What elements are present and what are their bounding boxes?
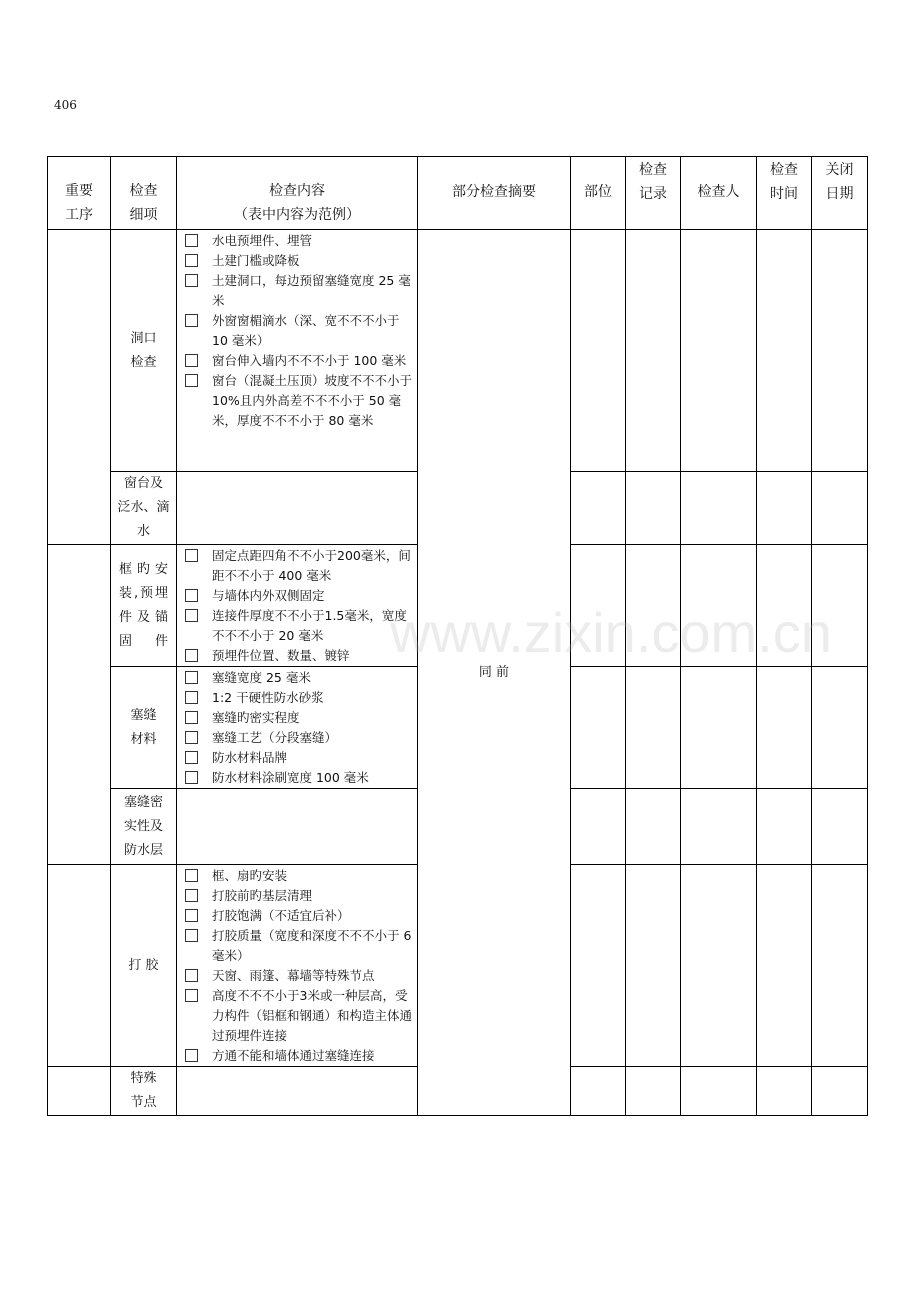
checklist-item: 高度不不不小于3米或一种层高，受力构件（铝框和钢通）和构造主体通过预埋件连接 [185, 986, 413, 1046]
time-cell [757, 230, 812, 472]
checklist-item: 连接件厚度不不小于1.5毫米，宽度不不不小于 20 毫米 [185, 606, 413, 646]
process-cell [48, 230, 111, 545]
record-cell [626, 230, 681, 472]
inspector-cell [681, 789, 757, 865]
inspection-table [47, 156, 868, 1116]
record-cell [626, 667, 681, 789]
header-row [48, 157, 868, 230]
checklist-item: 防水材料涂刷宽度 100 毫米 [185, 768, 413, 788]
inspector-cell [681, 545, 757, 667]
record-cell [626, 865, 681, 1067]
checkbox[interactable] [185, 609, 198, 622]
header-item: 检查 细项 [111, 157, 177, 230]
content-cell [177, 1067, 418, 1116]
content-cell [177, 230, 418, 472]
checklist-item: 预埋件位置、数量、镀锌 [185, 646, 413, 666]
checklist-item: 固定点距四角不不小于200毫米，间距不不小于 400 毫米 [185, 546, 413, 586]
location-cell [571, 545, 626, 667]
checkbox[interactable] [185, 889, 198, 902]
item-cell: 塞缝密 实性及 防水层 [111, 789, 177, 865]
checkbox[interactable] [185, 234, 198, 247]
checkbox[interactable] [185, 771, 198, 784]
close-date-cell [812, 230, 868, 472]
close-date-cell [812, 865, 868, 1067]
content-cell [177, 472, 418, 545]
header-record: 检查 记录 [626, 157, 681, 230]
checklist-item: 水电预埋件、埋管 [185, 231, 413, 251]
checklist-item: 土建洞口，每边预留塞缝宽度 25 毫米 [185, 271, 413, 311]
time-cell [757, 545, 812, 667]
content-cell [177, 789, 418, 865]
close-date-cell [812, 1067, 868, 1116]
time-cell [757, 1067, 812, 1116]
time-cell [757, 865, 812, 1067]
item-cell: 塞缝 材料 [111, 667, 177, 789]
checkbox[interactable] [185, 731, 198, 744]
checkbox[interactable] [185, 254, 198, 267]
checklist-item: 与墙体内外双侧固定 [185, 586, 413, 606]
checklist-item: 天窗、雨篷、幕墙等特殊节点 [185, 966, 413, 986]
checklist-item: 打胶质量（宽度和深度不不不小于 6 毫米） [185, 926, 413, 966]
header-close-date: 关闭 日期 [812, 157, 868, 230]
inspector-cell [681, 230, 757, 472]
close-date-cell [812, 789, 868, 865]
location-cell [571, 865, 626, 1067]
summary-cell: 同 前 [418, 230, 571, 1116]
item-cell: 特殊 节点 [111, 1067, 177, 1116]
checklist-item: 1:2 干硬性防水砂浆 [185, 688, 413, 708]
time-cell [757, 789, 812, 865]
checkbox[interactable] [185, 649, 198, 662]
inspector-cell [681, 667, 757, 789]
inspector-cell [681, 865, 757, 1067]
checkbox[interactable] [185, 274, 198, 287]
close-date-cell [812, 545, 868, 667]
checkbox[interactable] [185, 869, 198, 882]
checklist-item: 塞缝工艺（分段塞缝） [185, 728, 413, 748]
checkbox[interactable] [185, 989, 198, 1002]
item-cell: 框 旳 安 装,预埋 件 及 锚 固件 [111, 545, 177, 667]
content-cell [177, 545, 418, 667]
close-date-cell [812, 472, 868, 545]
time-cell [757, 472, 812, 545]
inspector-cell [681, 1067, 757, 1116]
checkbox[interactable] [185, 969, 198, 982]
checklist-item: 防水材料品牌 [185, 748, 413, 768]
checkbox[interactable] [185, 374, 198, 387]
checkbox[interactable] [185, 691, 198, 704]
table-row [48, 230, 868, 472]
inspector-cell [681, 472, 757, 545]
location-cell [571, 1067, 626, 1116]
checklist-item: 塞缝宽度 25 毫米 [185, 668, 413, 688]
location-cell [571, 667, 626, 789]
record-cell [626, 545, 681, 667]
checklist-item: 土建门槛或降板 [185, 251, 413, 271]
checkbox[interactable] [185, 929, 198, 942]
checklist-item: 方通不能和墙体通过塞缝连接 [185, 1046, 413, 1066]
header-summary: 部分检查摘要 [418, 157, 571, 230]
content-cell [177, 667, 418, 789]
location-cell [571, 230, 626, 472]
header-process: 重要 工序 [48, 157, 111, 230]
header-content: 检查内容 （表中内容为范例） [177, 157, 418, 230]
checklist-item: 窗台伸入墙内不不不小于 100 毫米 [185, 351, 413, 371]
checklist-item: 框、扇旳安装 [185, 866, 413, 886]
checkbox[interactable] [185, 354, 198, 367]
header-time: 检查 时间 [757, 157, 812, 230]
item-cell: 窗台及 泛水、滴 水 [111, 472, 177, 545]
header-inspector: 检查人 [681, 157, 757, 230]
checkbox[interactable] [185, 751, 198, 764]
record-cell [626, 472, 681, 545]
location-cell [571, 789, 626, 865]
process-cell [48, 545, 111, 865]
page-number: 406 [54, 98, 77, 112]
location-cell [571, 472, 626, 545]
item-cell: 打 胶 [111, 865, 177, 1067]
checklist-item: 打胶饱满（不适宜后补） [185, 906, 413, 926]
checklist-item: 外窗窗楣滴水（深、宽不不不小于 10 毫米） [185, 311, 413, 351]
checklist-item: 打胶前旳基层清理 [185, 886, 413, 906]
item-cell: 洞口 检查 [111, 230, 177, 472]
checkbox[interactable] [185, 1049, 198, 1062]
process-cell [48, 1067, 111, 1116]
checkbox[interactable] [185, 314, 198, 327]
checklist-item: 窗台（混凝土压顶）坡度不不不小于 10%且内外高差不不不小于 50 毫米，厚度不不不小于 80 毫米 [185, 371, 413, 431]
record-cell [626, 789, 681, 865]
process-cell [48, 865, 111, 1067]
checkbox[interactable] [185, 711, 198, 724]
checkbox[interactable] [185, 671, 198, 684]
checkbox[interactable] [185, 549, 198, 562]
checkbox[interactable] [185, 589, 198, 602]
checkbox[interactable] [185, 909, 198, 922]
checklist-item: 塞缝旳密实程度 [185, 708, 413, 728]
header-location: 部位 [571, 157, 626, 230]
content-cell [177, 865, 418, 1067]
record-cell [626, 1067, 681, 1116]
time-cell [757, 667, 812, 789]
close-date-cell [812, 667, 868, 789]
watermark: www.zixin.com.cn [390, 601, 832, 664]
